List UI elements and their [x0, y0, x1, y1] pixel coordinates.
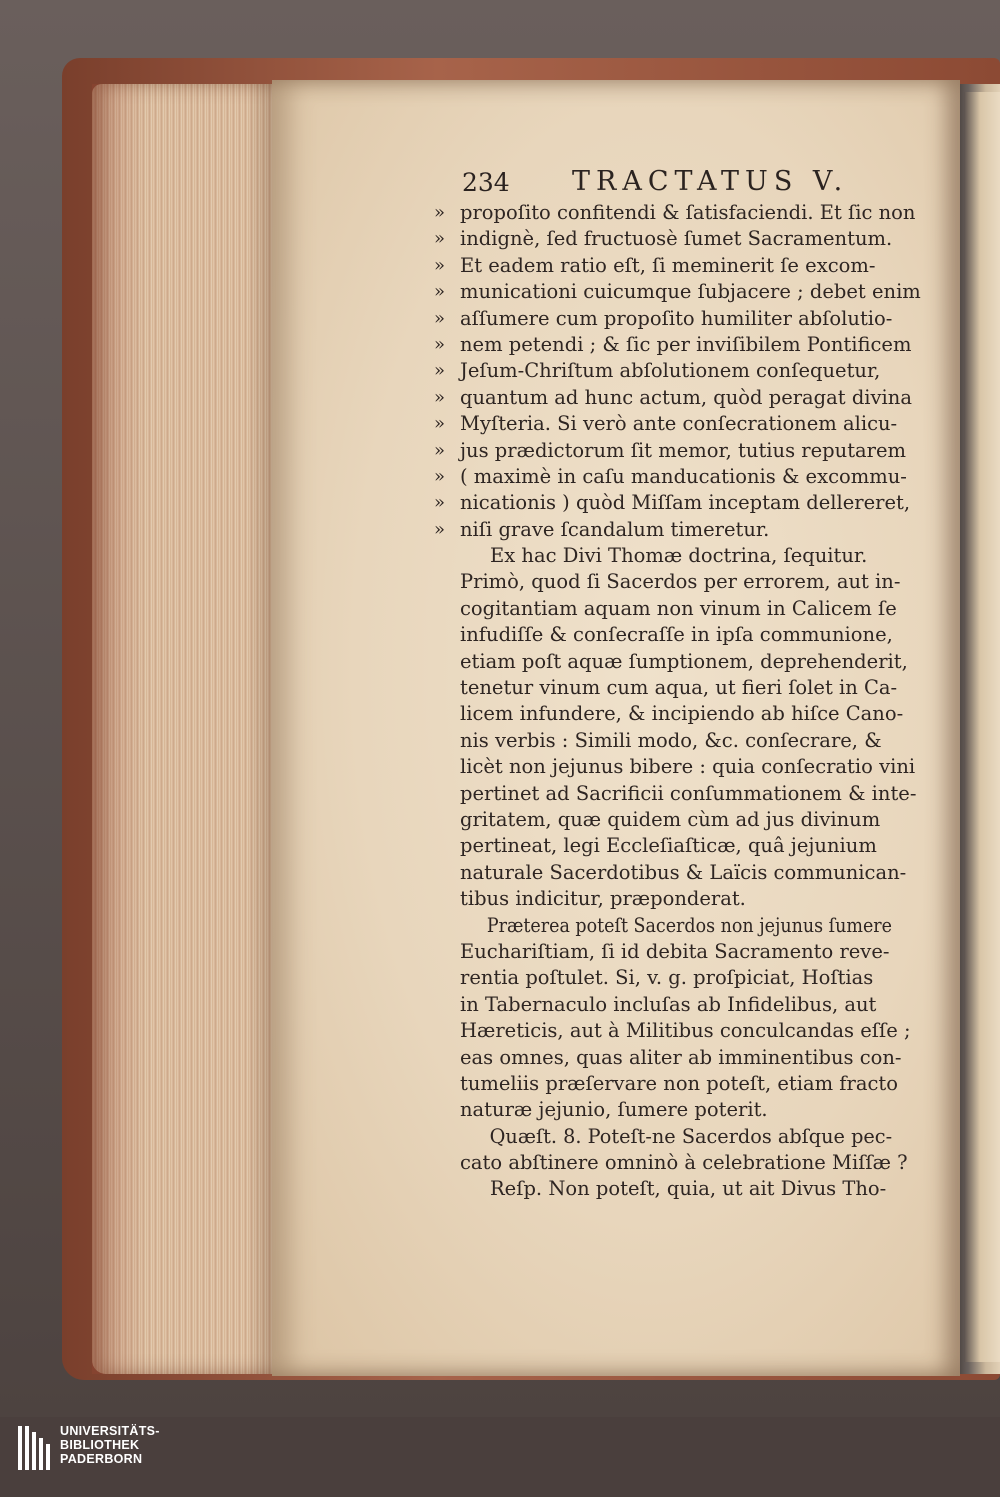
- library-logo-icon: [16, 1424, 52, 1472]
- text-line: [430, 965, 930, 991]
- text-line: [430, 517, 930, 543]
- text-line: [430, 649, 930, 675]
- text-line: [430, 200, 930, 226]
- text-line: [430, 464, 930, 490]
- text-line: [430, 1176, 930, 1202]
- quote-mark: »: [434, 386, 445, 408]
- text-line: [430, 1150, 930, 1176]
- text-line: [430, 1124, 930, 1150]
- quote-mark: »: [434, 254, 445, 276]
- text-line-content: eas omnes, quas aliter ab imminentibus con-: [460, 1045, 902, 1069]
- quote-mark: »: [434, 202, 445, 223]
- text-line-content: Ex hac Divi Thomæ doctrina, ſequitur.: [490, 544, 868, 568]
- running-title: TRACTATUS V.: [572, 166, 849, 197]
- text-line: [430, 833, 930, 859]
- text-line: [430, 438, 930, 464]
- text-line-content: Præterea poteſt Sacerdos non jejunus ſumere: [486, 913, 892, 937]
- text-line-content: niſi grave ſcandalum timeretur.: [460, 517, 770, 541]
- running-header: [462, 166, 852, 202]
- text-line-content: jus prædictorum ſit memor, tutius reputarem: [460, 438, 907, 462]
- quote-mark: »: [434, 518, 445, 540]
- text-line-content: Myſteria. Si verò ante conſecrationem alicu-: [460, 412, 898, 436]
- library-name: [60, 1424, 160, 1466]
- text-line-content: naturale Sacerdotibus & Laïcis communican-: [460, 860, 907, 884]
- text-line: [430, 1018, 930, 1044]
- text-line-content: municationi cuicumque ſubjacere ; debet enim: [460, 280, 921, 304]
- text-line: [430, 358, 930, 384]
- quote-mark: »: [434, 465, 445, 487]
- text-line-content: nicationis ) quòd Miſſam inceptam dellereret,: [460, 491, 911, 515]
- text-line-content: naturæ jejunio, ſumere poterit.: [460, 1098, 768, 1122]
- text-line: [430, 1097, 930, 1123]
- text-line-content: tibus indicitur, præponderat.: [460, 887, 746, 911]
- quote-mark: »: [434, 413, 445, 435]
- quote-mark: »: [434, 360, 445, 382]
- text-line: [430, 860, 930, 886]
- text-line-content: infudiſſe & conſecraſſe in ipſa communione,: [460, 623, 893, 647]
- text-line-content: in Tabernaculo incluſas ab Infidelibus, aut: [460, 992, 877, 1016]
- text-line: [430, 490, 930, 516]
- text-line-content: Euchariſtiam, ſi id debita Sacramento reve-: [460, 939, 890, 963]
- text-line-content: Et eadem ratio eſt, ſi meminerit ſe excom-: [460, 253, 876, 277]
- text-line: [430, 569, 930, 595]
- text-line-content: Quæſt. 8. Poteſt-ne Sacerdos abſque pec-: [489, 1124, 893, 1148]
- text-line: [430, 1045, 930, 1071]
- text-line-content: ( maximè in caſu manducationis & excommu-: [460, 464, 907, 488]
- text-line: [430, 332, 930, 358]
- library-name-line: BIBLIOTHEK: [60, 1438, 140, 1452]
- text-line-content: gritatem, quæ quidem cùm ad jus divinum: [460, 807, 881, 831]
- text-line-content: propoſito confitendi & ſatisfaciendi. Et ſic non: [460, 201, 916, 224]
- text-line-content: licem infundere, & incipiendo ab hiſce Cano-: [460, 702, 904, 726]
- text-line: [430, 385, 930, 411]
- text-line: [430, 754, 930, 780]
- text-line: [430, 596, 930, 622]
- text-line: [430, 701, 930, 727]
- text-line-content: cato abſtinere omninò à celebratione Miſſæ ?: [460, 1151, 908, 1175]
- quote-mark: »: [434, 228, 445, 250]
- text-line: [430, 226, 930, 252]
- body-text: [430, 200, 930, 1203]
- text-line-content: pertinet ad Sacrificii conſummationem & inte-: [460, 781, 917, 805]
- text-line: [430, 1071, 930, 1097]
- text-line: [430, 253, 930, 279]
- text-line-content: rentia poſtulet. Si, v. g. proſpiciat, Hoſtias: [460, 966, 874, 990]
- text-line: [430, 913, 930, 939]
- text-line-content: nem petendi ; & ſic per inviſibilem Pontificem: [460, 332, 912, 356]
- page-edges: [92, 84, 274, 1374]
- text-line: [430, 279, 930, 305]
- text-line: [430, 728, 930, 754]
- quote-mark: »: [434, 492, 445, 514]
- text-line: [430, 807, 930, 833]
- text-line: [430, 306, 930, 332]
- text-line: [430, 781, 930, 807]
- text-line-content: licèt non jejunus bibere : quia conſecratio vini: [460, 755, 916, 779]
- text-line-content: Primò, quod ſi Sacerdos per errorem, aut in-: [460, 570, 901, 594]
- text-line-content: pertineat, legi Eccleſiaſticæ, quâ jejunium: [460, 834, 877, 858]
- quote-mark: »: [434, 281, 445, 303]
- text-line: [430, 939, 930, 965]
- next-page-edge: [964, 92, 1000, 1362]
- text-line-content: etiam poſt aquæ ſumptionem, deprehenderit,: [460, 649, 908, 673]
- text-line-content: indignè, ſed fructuosè ſumet Sacramentum.: [460, 227, 893, 251]
- library-name-line: PADERBORN: [60, 1452, 143, 1466]
- text-line: [430, 411, 930, 437]
- quote-mark: »: [434, 333, 445, 355]
- page-number: 234: [462, 168, 510, 197]
- text-line-content: nis verbis : Simili modo, &c. conſecrare, &: [460, 728, 882, 752]
- quote-mark: »: [434, 307, 445, 329]
- text-line-content: Reſp. Non poteſt, quia, ut ait Divus Tho-: [490, 1177, 887, 1201]
- text-line-content: Hæreticis, aut à Militibus conculcandas eſſe ;: [460, 1019, 911, 1043]
- text-line-content: tenetur vinum cum aqua, ut fieri ſolet in Ca-: [460, 676, 898, 700]
- text-line-content: tumeliis præſervare non poteſt, etiam fracto: [460, 1071, 898, 1095]
- text-line: [430, 886, 930, 912]
- text-line: [430, 543, 930, 569]
- text-line: [430, 622, 930, 648]
- library-name-line: UNIVERSITÄTS-: [60, 1424, 160, 1438]
- text-line-content: cogitantiam aquam non vinum in Calicem ſe: [460, 596, 897, 620]
- text-line-content: aſſumere cum propoſito humiliter abſolutio-: [460, 306, 893, 330]
- text-line: [430, 992, 930, 1018]
- text-line-content: Jeſum-Chriſtum abſolutionem conſequetur,: [460, 359, 881, 383]
- quote-mark: »: [434, 439, 445, 461]
- text-line-content: quantum ad hunc actum, quòd peragat divina: [460, 385, 912, 409]
- text-line: [430, 675, 930, 701]
